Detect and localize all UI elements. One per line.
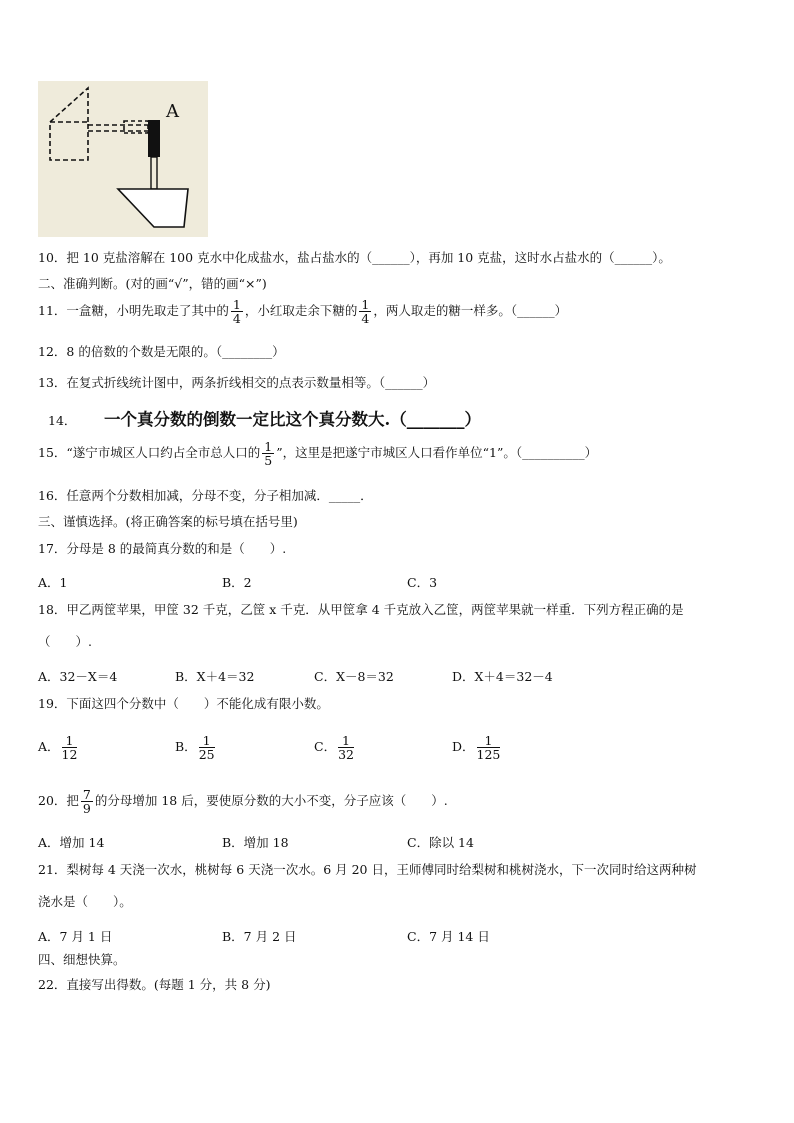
pole [151,157,157,189]
figure-drawing [38,81,208,237]
q19-fraction-d [477,734,501,761]
q11-den1: 4 [232,311,241,327]
q20-text-a: 20．把 [38,793,79,809]
q19-label-d: D． [452,739,475,755]
q19-label-c: C． [314,739,337,755]
q18-option-d: D．X＋4＝32－4 [452,669,553,684]
q15-num: 1 [264,439,273,454]
q15-den: 5 [264,453,273,469]
fraction-one-quarter [231,298,243,325]
q11-num2: 1 [361,297,370,312]
question-10: 10．把 10 克盐溶解在 100 克水中化成盐水，盐占盐水的（______），再加 10 克盐，这时水占盐水的（______）。 [38,250,671,265]
q19-num-c: 1 [338,734,354,748]
q21-option-a: A．7 月 1 日 [38,929,113,944]
question-11 [38,298,567,325]
q15-text-a: 15．“遂宁市城区人口约占全市总人口的 [38,445,261,461]
q19-num-d: 1 [477,734,501,748]
question-13: 13．在复式折线统计图中，两条折线相交的点表示数量相等。（______） [38,375,436,390]
q19-den-d: 125 [476,747,501,763]
fraction-seven-ninths [81,788,93,815]
fraction-one-quarter-2 [359,298,371,325]
q15-text-b: ”，这里是把遂宁市城区人口看作单位“1”。（__________） [276,445,598,461]
q19-num-b: 1 [199,734,215,748]
q18-option-a: A．32－X＝4 [38,669,118,684]
section-4-heading: 四、细想快算。 [38,952,126,967]
q20-option-b: B．增加 18 [222,835,289,850]
q19-label-a: A． [38,739,60,755]
q18-option-b: B．X＋4＝32 [175,669,255,684]
question-21-line1: 21．梨树每 4 天浇一次水，桃树每 6 天浇一次水。6 月 20 日，王师傅同时给梨树和桃树浇水，下一次同时给这两种树 [38,862,697,877]
question-18-line1: 18．甲乙两筐苹果，甲筐 32 千克，乙筐 x 千克．从甲筐拿 4 千克放入乙筐，两筐苹果就一样重．下列方程正确的是 [38,602,684,617]
section-2-heading: 二、准确判断。(对的画“√”，错的画“×”) [38,276,267,291]
q19-num-a: 1 [62,734,78,748]
q11-text-a: 11．一盒糖，小明先取走了其中的 [38,303,229,319]
q19-fraction-a [62,734,78,761]
question-17: 17．分母是 8 的最简真分数的和是（ ）. [38,541,287,556]
q17-option-c: C．3 [407,575,438,590]
q18-option-c: C．X－8＝32 [314,669,394,684]
q19-fraction-b [199,734,215,761]
q19-den-c: 32 [338,747,354,763]
dashed-triangle [50,88,88,122]
base-shape [118,189,188,227]
question-18-line2: （ ）. [38,634,92,649]
q20-option-a: A．增加 14 [38,835,105,850]
q20-den: 9 [82,801,91,817]
q11-text-c: ，两人取走的糖一样多。（______） [373,303,568,319]
q21-option-c: C．7 月 14 日 [407,929,490,944]
question-20 [38,788,448,815]
dashed-square [50,122,88,160]
q11-num1: 1 [232,297,241,312]
q19-den-a: 12 [61,747,78,763]
q17-option-b: B．2 [222,575,252,590]
fraction-one-fifth [262,440,274,467]
q11-den2: 4 [361,311,370,327]
section-3-heading: 三、谨慎选择。(将正确答案的标号填在括号里) [38,514,298,529]
question-21-line2: 浇水是（ ）。 [38,894,132,909]
question-12: 12．8 的倍数的个数是无限的。（________） [38,344,285,359]
q19-option-d [452,734,502,761]
q19-option-a [38,734,79,761]
point-label-a: A [166,101,179,122]
geometry-figure [38,81,208,237]
q19-den-b: 25 [198,747,215,763]
question-14 [48,412,481,429]
q20-num: 7 [82,787,91,802]
q19-label-b: B． [175,739,197,755]
black-handle [148,120,160,157]
q21-option-b: B．7 月 2 日 [222,929,297,944]
q17-option-a: A．1 [38,575,68,590]
question-15 [38,440,597,467]
q11-text-b: ，小红取走余下糖的 [244,303,358,319]
question-22: 22．直接写出得数。(每题 1 分，共 8 分) [38,977,271,992]
q14-number: 14． [48,413,77,428]
question-16: 16．任意两个分数相加减，分母不变，分子相加减．_____． [38,488,373,503]
q19-option-c [314,734,356,761]
q19-fraction-c [338,734,354,761]
q14-text: 一个真分数的倒数一定比这个真分数大.（_______） [104,410,481,429]
q20-option-c: C．除以 14 [407,835,474,850]
q19-option-b [175,734,217,761]
q20-text-b: 的分母增加 18 后，要使原分数的大小不变，分子应该（ ）. [94,793,448,809]
question-19: 19．下面这四个分数中（ ）不能化成有限小数。 [38,696,329,711]
